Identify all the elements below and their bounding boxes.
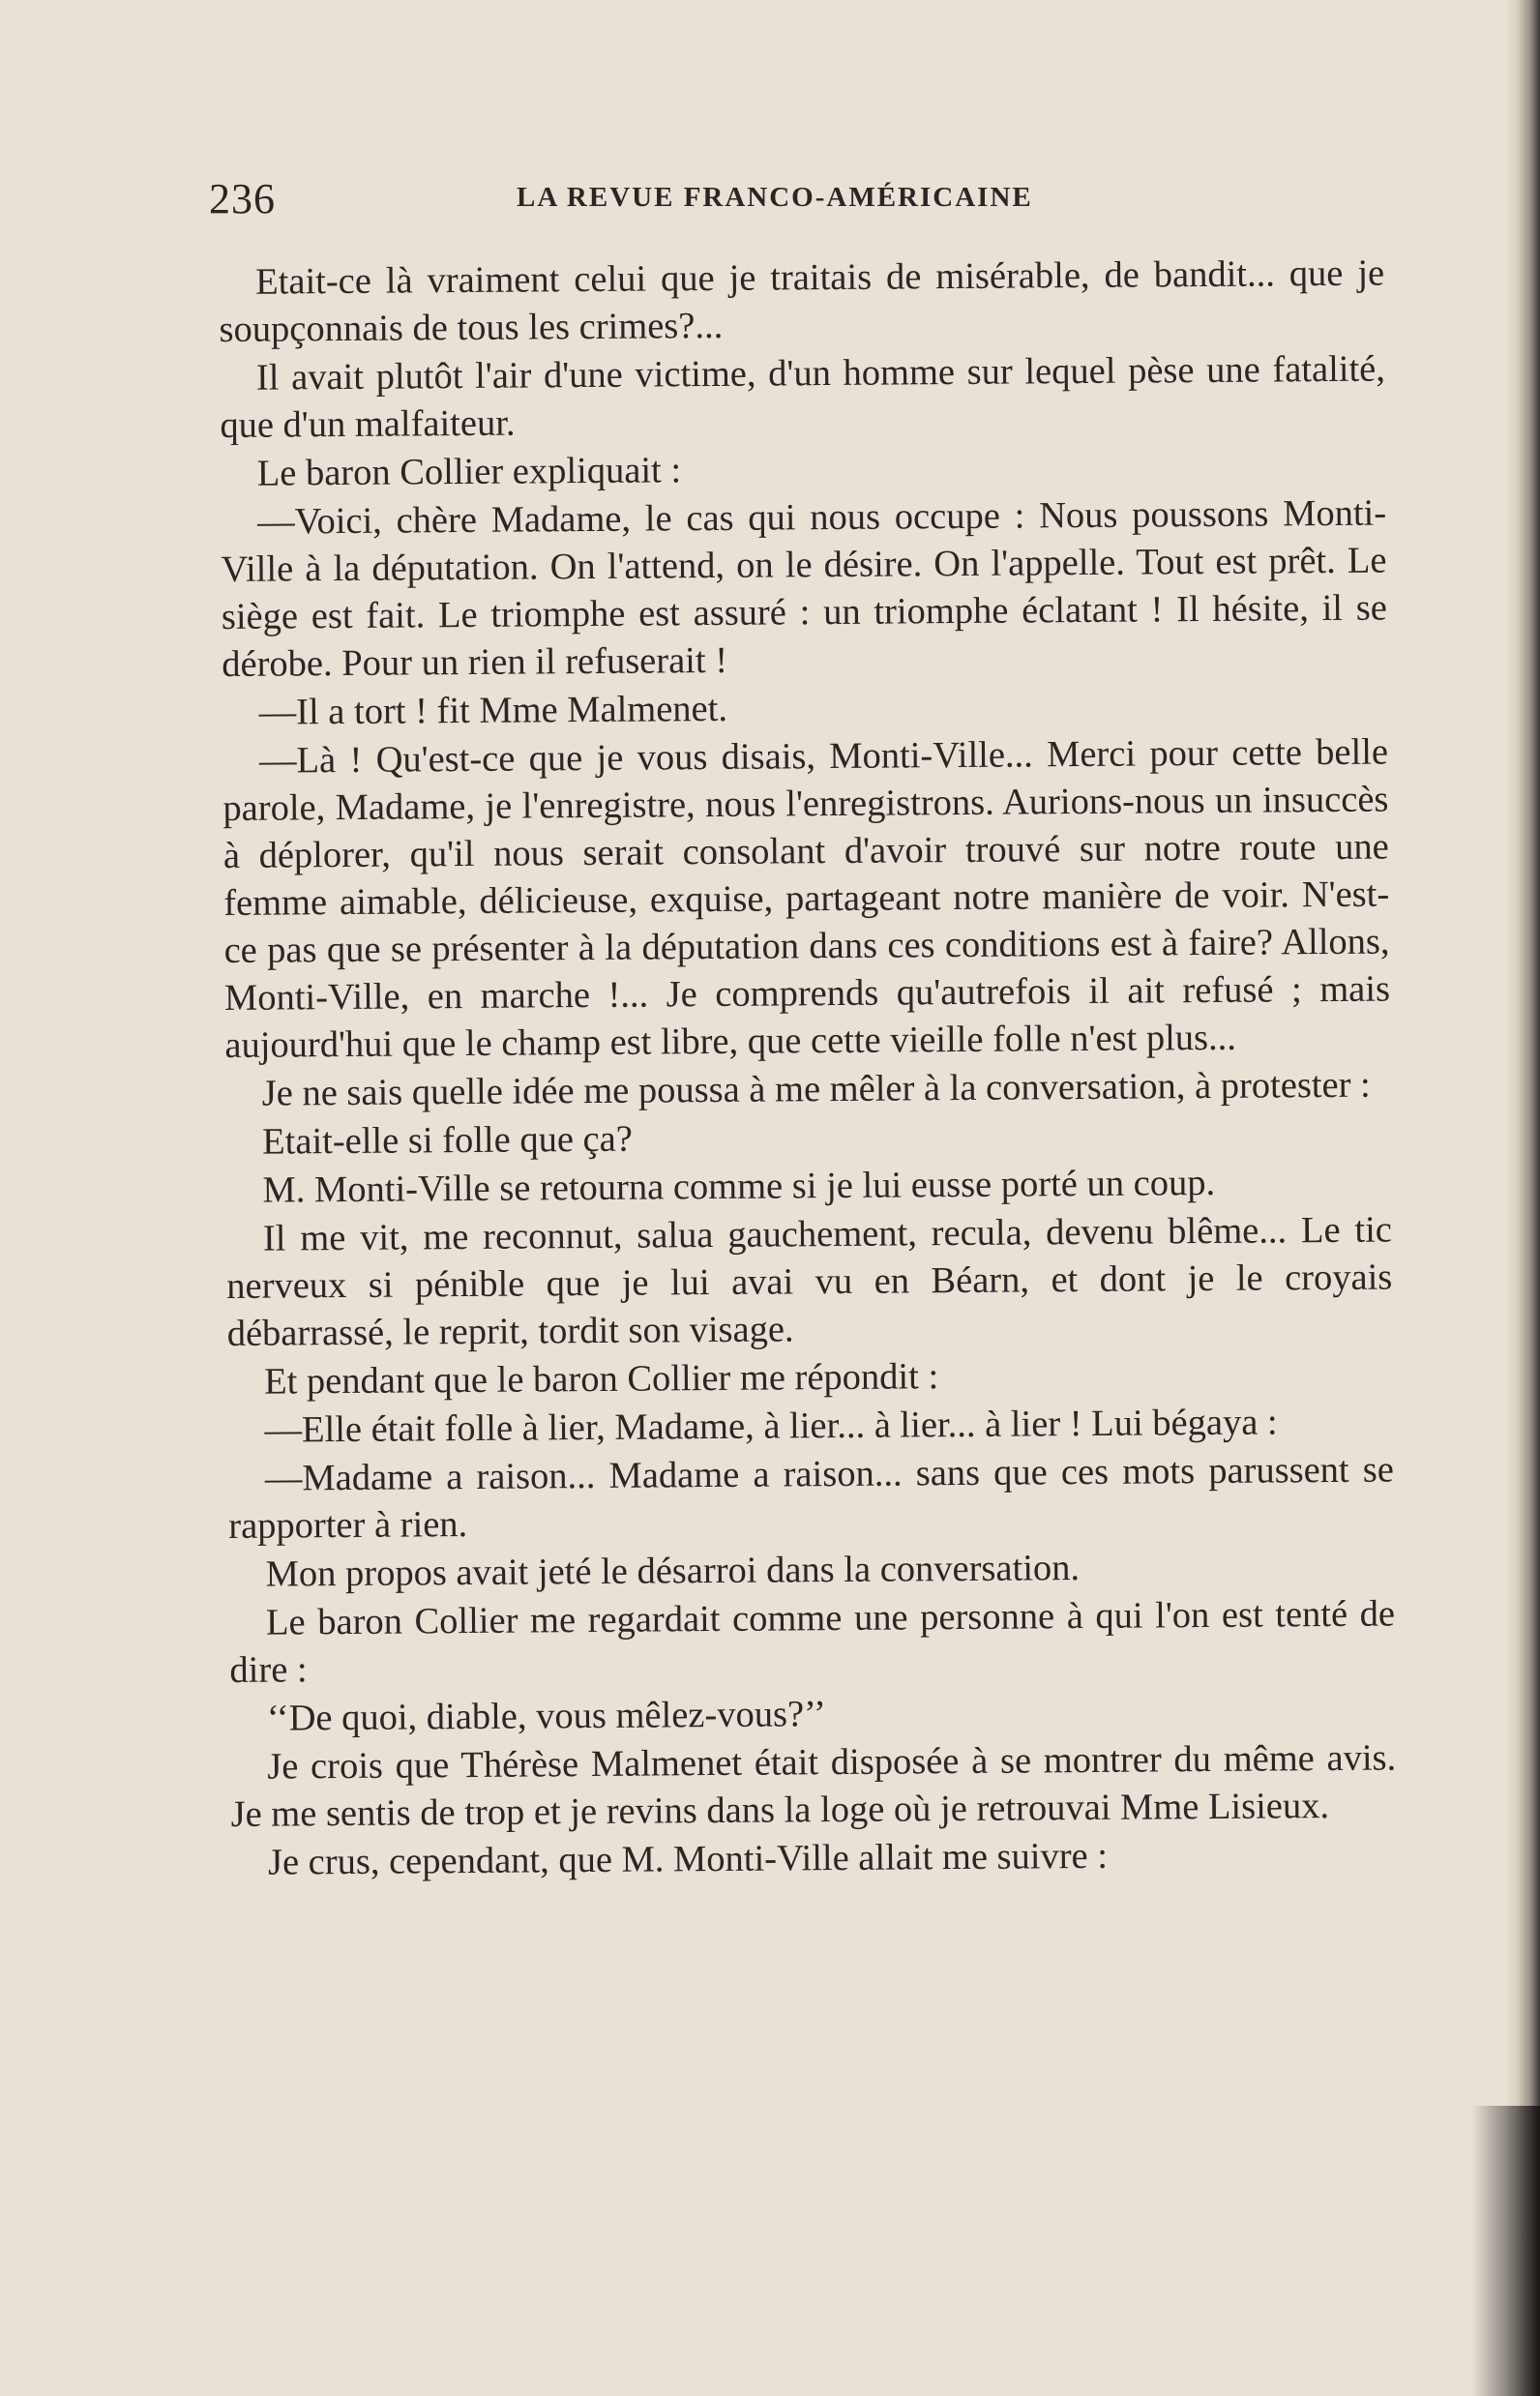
page-edge xyxy=(1507,0,1540,2396)
paragraph: —Madame a raison... Madame a raison... sans que ces mots parussent se rapporter à rien. xyxy=(228,1449,1395,1547)
paragraph: —Voici, chère Madame, le cas qui nous occupe : Nous poussons Monti-Ville à la députation. On l'attend, on le désire. On l'appelle. Tout est prêt. Le siège est fait. Le triomphe est assuré : un triomphe éclatant ! Il hésite, il se dérobe. Pour un rien il refuserait ! xyxy=(221,492,1388,685)
page-header xyxy=(209,174,1381,228)
paragraph: ‘‘De quoi, diable, vous mêlez-vous?’’ xyxy=(266,1694,827,1739)
paragraph: Je crus, cependant, que M. Monti-Ville allait me suivre : xyxy=(267,1835,1109,1883)
paragraph: Le baron Collier expliquait : xyxy=(256,450,682,494)
page-number: 236 xyxy=(209,175,276,222)
paragraph: Etait-elle si folle que ça? xyxy=(262,1118,633,1163)
paragraph: Le baron Collier me regardait comme une personne à qui l'on est tenté de dire : xyxy=(229,1593,1396,1691)
paragraph: M. Monti-Ville se retourna comme si je lui eusse porté un coup. xyxy=(262,1162,1216,1211)
paragraph: Et pendant que le baron Collier me répondit : xyxy=(263,1356,939,1403)
paragraph: Etait-ce là vraiment celui que je traitais de misérable, de bandit... que je soupçonnais de tous les crimes?... xyxy=(219,252,1385,350)
paragraph: —Elle était folle à lier, Madame, à lier... à lier... à lier ! Lui bégaya : xyxy=(264,1402,1278,1451)
paragraph: —Il a tort ! fit Mme Malmenet. xyxy=(258,688,728,733)
paragraph: —Là ! Qu'est-ce que je vous disais, Monti-Ville... Merci pour cette belle parole, Madame, je l'enregistre, nous l'enregistrons. Aurions-nous un insuccès à déplorer, qu'il nous serait consolant d'avoir trouvé sur notre route une femme aimable, délicieuse, exquise, partageant notre manière de voir. N'est-ce pas que se présenter à la députation dans ces conditions est à faire? Allons, Monti-Ville, en marche !... Je comprends qu'autrefois il ait refusé ; mais aujourd'hui que le champ est libre, que cette vieille folle n'est plus... xyxy=(222,731,1391,1066)
page-shadow xyxy=(1472,2106,1540,2396)
body-text xyxy=(219,251,1397,1888)
paragraph: Je ne sais quelle idée me poussa à me mêler à la conversation, à protester : xyxy=(261,1064,1371,1114)
paragraph: Il avait plutôt l'air d'une victime, d'un homme sur lequel pèse une fatalité, que d'un malfaiteur. xyxy=(220,348,1386,446)
running-head: LA REVUE FRANCO-AMÉRICAINE xyxy=(517,182,1033,213)
paragraph: Je crois que Thérèse Malmenet était disposée à se montrer du même avis. Je me sentis de trop et je revins dans la loge où je retrouvai Mme Lisieux. xyxy=(230,1737,1397,1835)
paragraph: Mon propos avait jeté le désarroi dans la conversation. xyxy=(265,1548,1081,1595)
paragraph: Il me vit, me reconnut, salua gauchement, recula, devenu blême... Le tic nerveux si pénible que je lui avai vu en Béarn, et dont je le croyais débarrassé, le reprit, tordit son visage. xyxy=(226,1209,1393,1354)
